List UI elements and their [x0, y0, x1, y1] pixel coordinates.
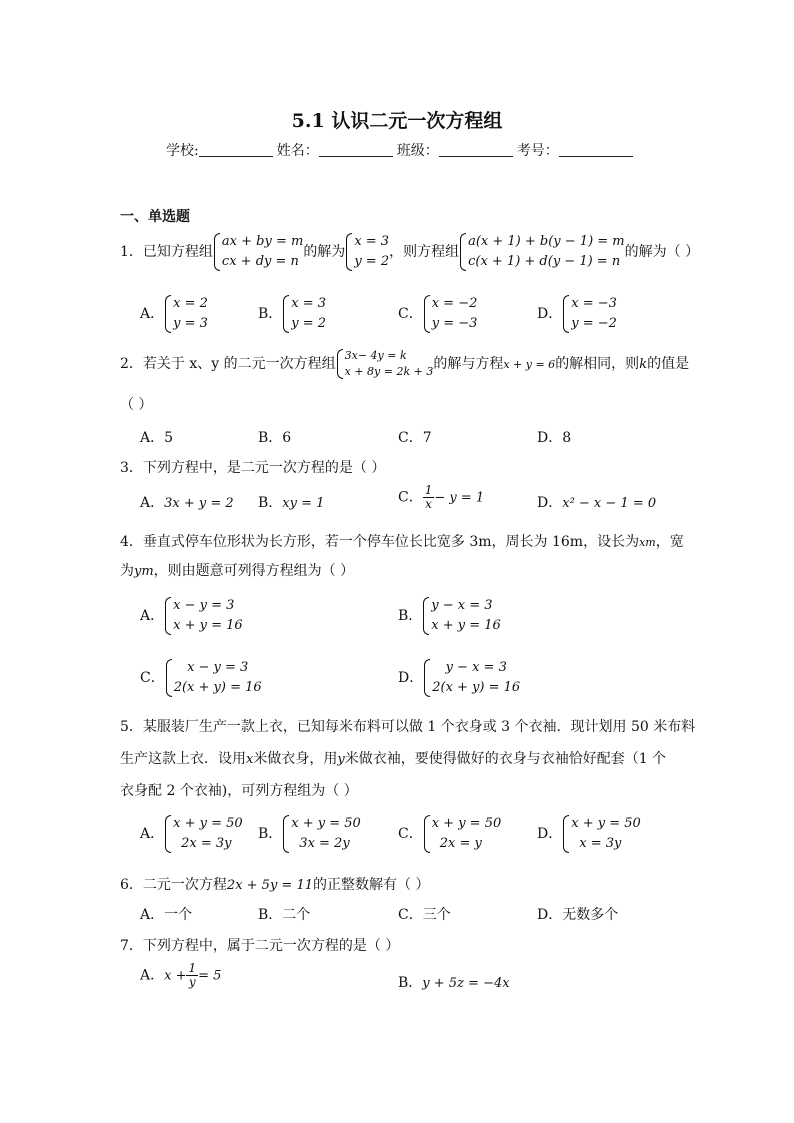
q3-option-c[interactable]: C． $\frac{1}{x}$ − y = 1: [398, 483, 485, 511]
exam-blank: [559, 142, 633, 157]
school-label: 学校:: [166, 143, 199, 159]
q2-option-d[interactable]: D．8: [537, 430, 572, 446]
q5-option-b[interactable]: B． x + y = 50 3x = 2y: [258, 814, 361, 854]
q4-option-c[interactable]: C． x − y = 3 2(x + y) = 16: [140, 658, 262, 698]
q4-option-a[interactable]: A． x − y = 3 x + y = 16: [140, 596, 243, 636]
q5-option-c[interactable]: C． x + y = 50 2x = y: [398, 814, 501, 854]
question-5-line1: 5．某服装厂生产一款上衣，已知每米布料可以做 1 个衣身或 3 个衣袖．现计划用 50 米布料: [120, 719, 696, 735]
q6-option-a[interactable]: A．一个: [140, 907, 193, 923]
name-label: 姓名：: [276, 143, 319, 159]
q1-system-1: ax + by = m cx + dy = n: [213, 232, 303, 272]
q1-option-c[interactable]: C． x = −2 y = −3: [398, 294, 477, 334]
question-6: 6．二元一次方程2x + 5y = 11的正整数解有（ ）: [120, 877, 430, 893]
question-5-line3: 衣身配 2 个衣袖)，可列方程组为（ ）: [120, 783, 358, 799]
q7-option-a[interactable]: A．x + $\frac{1}{y}$ = 5: [140, 961, 222, 989]
q1-post: 的解为（ ）: [624, 244, 700, 260]
q3-option-d[interactable]: D．x² − x − 1 = 0: [537, 495, 657, 511]
question-3: 3．下列方程中，是二元一次方程的是（ ）: [120, 460, 386, 476]
q5-option-a[interactable]: A． x + y = 50 2x = 3y: [140, 814, 243, 854]
q1-pre: 1．已知方程组: [120, 244, 213, 260]
q2-option-c[interactable]: C．7: [398, 430, 432, 446]
q5-option-d[interactable]: D． x + y = 50 x = 3y: [537, 814, 641, 854]
q1-mid2: ，则方程组: [389, 244, 460, 260]
q2-option-b[interactable]: B．6: [258, 430, 292, 446]
q6-option-c[interactable]: C．三个: [398, 907, 451, 923]
q2-option-a[interactable]: A．5: [140, 430, 174, 446]
q1-option-d[interactable]: D． x = −3 y = −2: [537, 294, 617, 334]
question-4-line2: 为ym，则由题意可列得方程组为（ ）: [120, 563, 355, 579]
q1-solution: x = 3 y = 2: [345, 232, 389, 272]
question-5-line2: 生产这款上衣．设用x米做衣身，用y米做衣袖，要使得做好的衣身与衣袖恰好配套（1 个: [120, 751, 667, 767]
class-blank: [439, 142, 513, 157]
school-blank: [199, 142, 273, 157]
q4-option-b[interactable]: B． y − x = 3 x + y = 16: [398, 596, 501, 636]
class-label: 班级：: [396, 143, 439, 159]
q6-option-d[interactable]: D．无数多个: [537, 907, 619, 923]
q1-option-b[interactable]: B． x = 3 y = 2: [258, 294, 326, 334]
q7-option-b[interactable]: B．y + 5z = −4x: [398, 975, 510, 991]
page-title: 5.1 认识二元一次方程组: [291, 110, 503, 132]
question-4-line1: 4．垂直式停车位形状为长方形，若一个停车位长比宽多 3m，周长为 16m，设长为xm，宽: [120, 534, 684, 550]
student-info-line: [166, 140, 637, 160]
exam-label: 考号：: [516, 143, 559, 159]
q1-system-2: a(x + 1) + b(y − 1) = m c(x + 1) + d(y − 1) = n: [459, 232, 625, 272]
q3-fraction: $\frac{1}{x}$: [424, 483, 433, 511]
q2-line2: （ ）: [120, 397, 153, 413]
q1-mid1: 的解为: [303, 244, 346, 260]
question-2: 2．若关于 x、y 的二元一次方程组 3x− 4y = k x + 8y = 2k + 3 的解与方程x + y = 6的解相同，则k的值是: [120, 349, 690, 378]
section-heading: 一、单选题: [120, 209, 190, 225]
q4-option-d[interactable]: D． y − x = 3 2(x + y) = 16: [398, 658, 520, 698]
question-7: 7．下列方程中，属于二元一次方程的是（ ）: [120, 938, 400, 954]
q3-option-a[interactable]: A．3x + y = 2: [140, 495, 234, 511]
q1-option-a[interactable]: A． x = 2 y = 3: [140, 294, 208, 334]
q6-option-b[interactable]: B．二个: [258, 907, 311, 923]
question-1: [120, 232, 699, 272]
name-blank: [319, 142, 393, 157]
q2-system: 3x− 4y = k x + 8y = 2k + 3: [336, 348, 434, 380]
q3-option-b[interactable]: B．xy = 1: [258, 495, 325, 511]
q7-fraction: $\frac{1}{y}$: [188, 961, 197, 989]
